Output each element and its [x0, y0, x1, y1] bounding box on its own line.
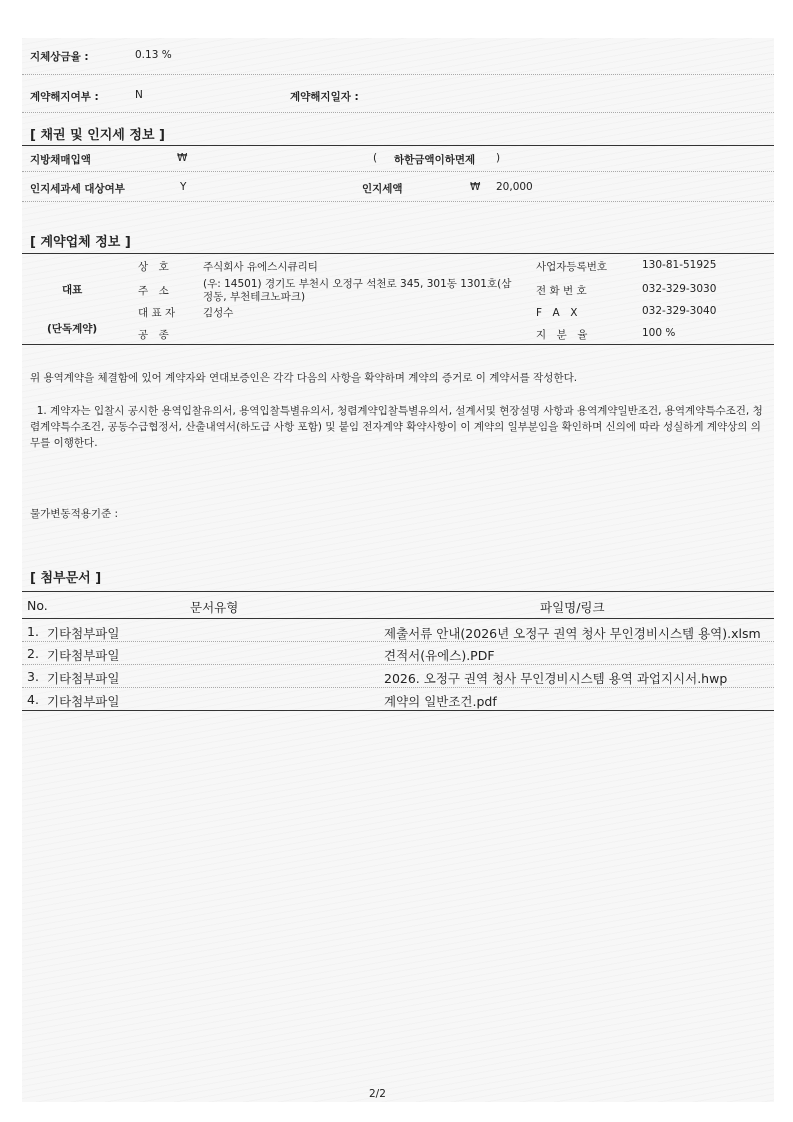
attachment-file-link[interactable]: 제출서류 안내(2026년 오정구 권역 청사 무인경비시스템 용역).xlsm: [384, 626, 761, 641]
divider: [22, 171, 774, 172]
contract-statement: 위 용역계약을 체결함에 있어 계약자와 연대보증인은 각각 다음의 사항을 확약하며 계약의 증거로 이 계약서를 작성한다.: [30, 372, 578, 384]
phone-label: 전 화 번 호: [536, 285, 587, 297]
bond-section-title: [ 채권 및 인지세 정보 ]: [30, 128, 165, 143]
divider: [22, 687, 774, 688]
address-line-1: (우: 14501) 경기도 부천시 오정구 석천로 345, 301동 1301호(삼: [203, 278, 512, 290]
attachment-type: 기타첨부파일: [47, 626, 120, 641]
work-type-label: 공 종: [138, 329, 169, 341]
stamp-currency: ₩: [470, 181, 481, 193]
divider: [22, 641, 774, 642]
exempt-close-paren: ): [496, 152, 501, 164]
stamp-target-value: Y: [180, 181, 187, 193]
attachments-header-type: 문서유형: [190, 600, 239, 615]
fee-rate-label: 지체상금율 :: [30, 51, 89, 63]
ceo-label: 대 표 자: [138, 307, 176, 319]
attachment-no: 3.: [27, 669, 39, 684]
stamp-amount-label: 인지세액: [362, 183, 403, 195]
attachments-header-no: No.: [27, 598, 48, 613]
business-number-label: 사업자등록번호: [536, 261, 608, 273]
attachments-header-file: 파일명/링크: [540, 600, 605, 615]
attachment-file-link[interactable]: 계약의 일반조건.pdf: [384, 694, 497, 709]
fax-value: 032-329-3040: [642, 305, 717, 317]
termination-label: 계약해지여부 :: [30, 91, 99, 103]
termination-date-label: 계약해지일자 :: [290, 91, 359, 103]
business-number-value: 130-81-51925: [642, 259, 717, 271]
section-rule: [22, 591, 774, 592]
address-label: 주 소: [138, 285, 169, 297]
fax-label: F A X: [536, 307, 578, 319]
exempt-label: 하한금액이하면제: [394, 154, 476, 166]
fee-rate-value: 0.13 %: [135, 49, 172, 61]
address-line-2: 정동, 부천테크노파크): [203, 291, 306, 303]
local-bond-label: 지방채매입액: [30, 154, 91, 166]
single-contract-label: (단독계약): [47, 323, 98, 335]
attachment-no: 4.: [27, 692, 39, 707]
attachment-file-link[interactable]: 2026. 오정구 권역 청사 무인경비시스템 용역 과업지시서.hwp: [384, 671, 728, 686]
termination-value: N: [135, 89, 143, 101]
document-page: [22, 38, 774, 1102]
section-rule: [22, 145, 774, 146]
price-adjustment-label: 물가변동적용기준 :: [30, 508, 119, 520]
section-rule: [22, 344, 774, 345]
company-section-title: [ 계약업체 정보 ]: [30, 235, 131, 250]
divider: [22, 201, 774, 202]
section-rule: [22, 253, 774, 254]
attachment-file-link[interactable]: 견적서(유에스).PDF: [384, 648, 495, 663]
section-rule: [22, 710, 774, 711]
attachment-no: 2.: [27, 646, 39, 661]
local-bond-currency: ₩: [177, 152, 188, 164]
phone-value: 032-329-3030: [642, 283, 717, 295]
divider: [22, 664, 774, 665]
exempt-open-paren: (: [373, 152, 378, 164]
company-name-value: 주식회사 유에스시큐리티: [203, 261, 318, 273]
attachment-type: 기타첨부파일: [47, 671, 120, 686]
attachment-no: 1.: [27, 624, 39, 639]
company-name-label: 상 호: [138, 261, 169, 273]
stamp-target-label: 인지세과세 대상여부: [30, 183, 125, 195]
ceo-value: 김성수: [203, 307, 234, 319]
attachment-type: 기타첨부파일: [47, 648, 120, 663]
section-rule: [22, 618, 774, 619]
stamp-amount-value: 20,000: [496, 181, 533, 193]
representative-label: 대표: [62, 284, 83, 296]
page-number: 2/2: [369, 1088, 386, 1100]
attachments-title: [ 첨부문서 ]: [30, 571, 102, 586]
divider: [22, 112, 774, 113]
divider: [22, 74, 774, 75]
attachment-type: 기타첨부파일: [47, 694, 120, 709]
clause-1: 1. 계약자는 입찰시 공시한 용역입찰유의서, 용역입찰특별유의서, 청렴계약입찰특별유의서, 설계서및 현장설명 사항과 용역계약일반조건, 용역계약특수조건, 청렴계약특수조건, 공동수급협정서, 산출내역서(하도급 사항 포함) 및 붙임 전자계약 확약사항이 이 계약의 일부분임을 확인하며 신의에 따라 성실하게 계약상의 의무를 이행한다.: [30, 405, 763, 449]
share-label: 지 분 율: [536, 329, 588, 341]
share-value: 100 %: [642, 327, 676, 339]
